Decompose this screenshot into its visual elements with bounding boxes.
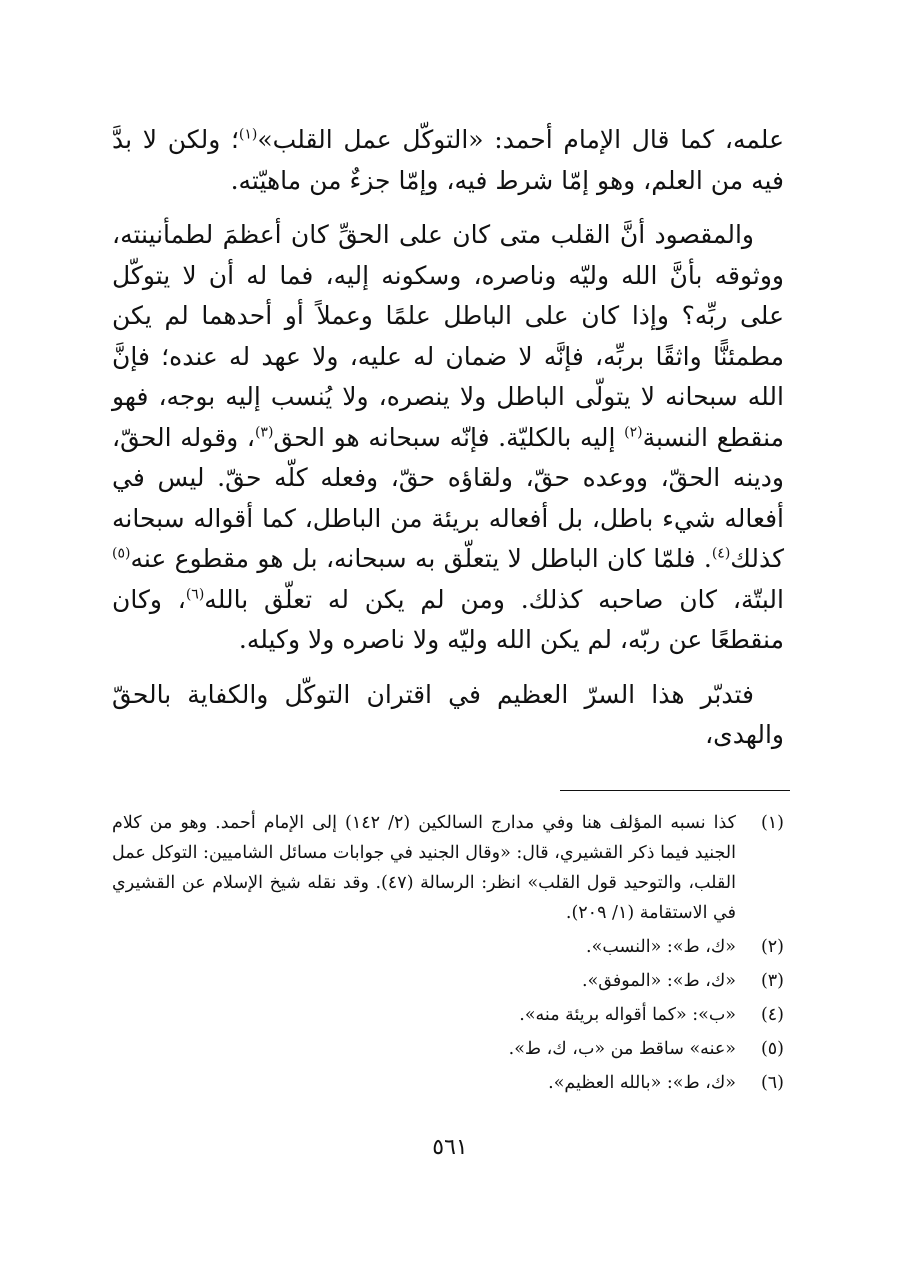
main-text [112, 120, 784, 770]
footnote-number: (٢) [760, 937, 784, 957]
text-run: ، وكان منقطعًا عن ربّه، لم يكن الله وليّه ولا ناصره ولا وكيله. [112, 584, 784, 654]
footnote-text: «ك، ط»: «بالله العظيم». [548, 1073, 736, 1093]
footnote-ref-5: (٥) [112, 545, 131, 562]
footnote-text: «ك، ط»: «النسب». [586, 937, 736, 957]
footnote-1 [112, 808, 784, 928]
footnote-2 [112, 932, 784, 962]
footnote-ref-6: (٦) [185, 586, 205, 603]
text-run: . فلمّا كان الباطل لا يتعلّق به سبحانه، بل هو مقطوع عنه [130, 544, 712, 573]
footnote-separator [560, 790, 790, 791]
footnote-text: «ب»: «كما أقواله بريئة منه». [519, 1005, 736, 1025]
footnote-4 [112, 1000, 784, 1030]
footnote-5 [112, 1034, 784, 1064]
footnote-number: (٣) [760, 971, 784, 991]
text-run: ؛ ولكن لا بدَّ فيه من العلم، وهو إمّا شرط فيه، وإمّا جزءٌ من ماهيّته. [112, 125, 784, 195]
page-number: ٥٦١ [432, 1135, 468, 1160]
footnote-number: (٦) [760, 1073, 784, 1093]
footnote-3 [112, 966, 784, 996]
footnote-ref-2: (٢) [624, 424, 643, 441]
footnote-number: (٥) [760, 1039, 784, 1059]
text-run: علمه، كما قال الإمام أحمد: «التوكّل عمل القلب» [257, 125, 784, 154]
paragraph-2 [112, 215, 784, 661]
text-run: ، وقوله الحقّ، ودينه الحقّ، ووعده حقّ، ولقاؤه حقّ، وفعله كلّه حقّ. ليس في أفعاله شيء باطل، بل أفعاله بريئة من الباطل، كما أقواله سبحانه كذلك [112, 422, 784, 573]
footnote-text: «ك، ط»: «الموفق». [582, 971, 736, 991]
footnote-ref-1: (١) [238, 126, 258, 143]
text-run: فتدبّر هذا السرّ العظيم في اقتران التوكّل والكفاية بالحقّ والهدى، [112, 679, 784, 749]
paragraph-3 [112, 675, 784, 756]
footnote-number: (٤) [760, 1005, 784, 1025]
footnote-text: كذا نسبه المؤلف هنا وفي مدارج السالكين (٢/ ١٤٢) إلى الإمام أحمد. وهو من كلام الجنيد فيما ذكر القشيري، قال: «وقال الجنيد في جوابات مسائل الشاميين: التوكل عمل القلب، والتوحيد قول القلب» انظر: الرسالة (٤٧). وقد نقله شيخ الإسلام عن القشيري في الاستقامة (١/ ٢٠٩). [112, 813, 736, 923]
footnote-text: «عنه» ساقط من «ب، ك، ط». [508, 1039, 736, 1059]
text-run: والمقصود أنَّ القلب متى كان على الحقِّ كان أعظمَ لطمأنينته، ووثوقه بأنَّ الله وليّه وناصره، وسكونه إليه، فما له أن لا يتوكّل على ربِّه؟ وإذا كان على الباطل علمًا وعملاً أو أحدهما لم يكن مطمئنًّا واثقًا بربِّه، فإنَّه لا ضمان له عليه، ولا عهد له عنده؛ فإنَّ الله سبحانه لا يتولّى الباطل ولا ينصره، ولا يُنسب إليه بوجه، فهو منقطع النسبة [112, 220, 785, 452]
paragraph-1 [112, 120, 784, 201]
footnote-number: (١) [760, 813, 784, 833]
text-run: إليه بالكليّة. فإنّه سبحانه هو الحق [273, 422, 625, 452]
footnotes [112, 808, 784, 1102]
footnote-ref-4: (٤) [711, 545, 731, 562]
footnote-6 [112, 1068, 784, 1098]
footnote-ref-3: (٣) [254, 424, 274, 441]
text-run: البتّة، كان صاحبه كذلك. ومن لم يكن له تعلّق بالله [204, 584, 784, 614]
